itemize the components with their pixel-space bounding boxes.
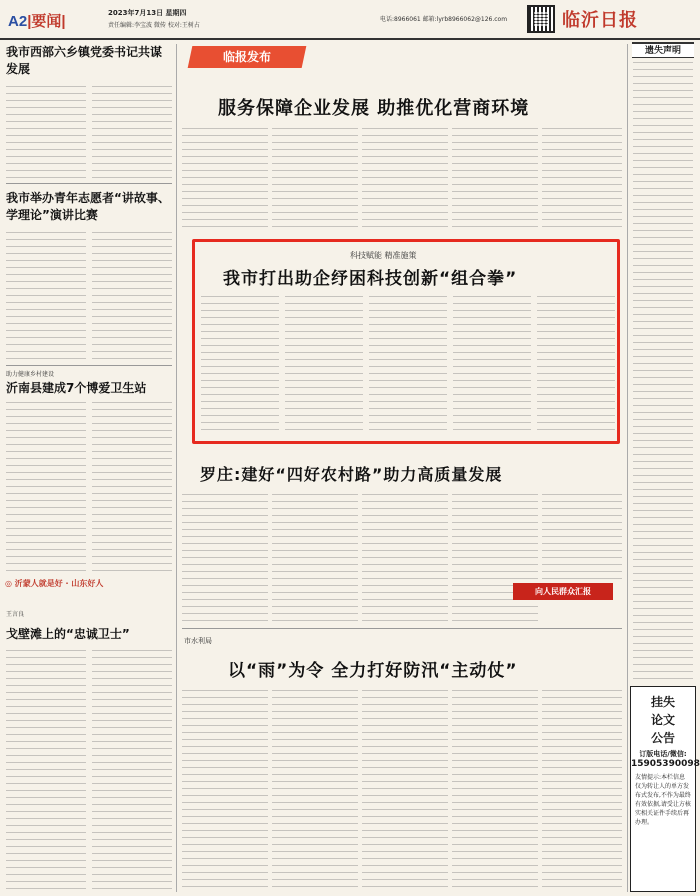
body-text xyxy=(537,296,615,436)
page-header xyxy=(0,0,700,40)
divider xyxy=(6,183,172,184)
ad-description: 友情提示:本栏信息仅为转让人的单方发布式发布,不作为最终有效依据,请受让方核实相关证件手续后再办理。 xyxy=(635,774,691,826)
body-text xyxy=(542,690,622,890)
lead-headline: 服务保障企业发展 助推优化营商环境 xyxy=(218,98,530,119)
body-text xyxy=(542,128,622,232)
column-divider xyxy=(627,44,628,892)
flood-headline: 以“雨”为令 全力打好防汛“主动仗” xyxy=(228,661,518,681)
newspaper-logo: 临沂日报 xyxy=(562,10,638,31)
column-logo: ◎ 沂蒙人就是好 · 山东好人 xyxy=(5,579,104,588)
article-a3 xyxy=(6,369,172,397)
divider xyxy=(6,365,172,366)
body-text xyxy=(285,296,363,436)
section-banner: 临报发布 xyxy=(188,46,307,68)
body-text xyxy=(452,690,538,890)
flood-kicker: 市水利局 xyxy=(184,637,212,645)
luozhuang-headline: 罗庄:建好“四好农村路”助力高质量发展 xyxy=(200,465,503,484)
headline-a3: 沂南县建成7个博爱卫生站 xyxy=(6,381,147,395)
report-banner: 向人民群众汇报 xyxy=(513,583,613,600)
body-text xyxy=(452,128,538,232)
headline-a2: 我市举办青年志愿者“讲故事、学理论”演讲比赛 xyxy=(6,191,170,222)
body-text xyxy=(6,650,86,890)
body-text xyxy=(542,494,622,580)
body-text xyxy=(452,494,538,622)
body-text xyxy=(6,86,86,178)
lost-notice-title: 遗失声明 xyxy=(632,42,694,58)
headline-a4: 戈壁滩上的“忠诚卫士” xyxy=(6,627,130,641)
body-text xyxy=(201,296,279,436)
body-text xyxy=(182,494,268,622)
body-text xyxy=(92,650,172,890)
headline-a1: 我市西部六乡镇党委书记共谋发展 xyxy=(6,45,163,76)
author-byline: 王言良 xyxy=(6,611,25,618)
body-text xyxy=(182,690,268,890)
body-text xyxy=(182,128,268,232)
contact-info: 电话:8966061 邮箱:lyrb8966062@126.com xyxy=(380,16,508,23)
body-text xyxy=(272,128,358,232)
body-text xyxy=(6,402,86,572)
body-text xyxy=(92,232,172,360)
ad-phone-label: 订版电话/微信: xyxy=(639,750,687,758)
kicker-a3: 助力健康乡村建设 xyxy=(6,371,55,378)
body-text xyxy=(453,296,531,436)
editor-credits: 责任编辑:李宝波 微传 校对:王树占 xyxy=(108,22,200,29)
body-text xyxy=(92,86,172,178)
featured-headline: 我市打出助企纾困科技创新“组合拳” xyxy=(223,269,518,289)
body-text xyxy=(6,232,86,360)
divider xyxy=(182,628,622,629)
body-text xyxy=(272,494,358,622)
article-a2 xyxy=(6,190,172,224)
body-text xyxy=(92,402,172,572)
notice-list xyxy=(633,62,693,680)
body-text xyxy=(362,690,448,890)
featured-article-highlight[interactable] xyxy=(192,239,620,444)
ad-box xyxy=(630,686,700,892)
issue-date: 2023年7月13日 星期四 xyxy=(108,9,187,17)
column-divider xyxy=(176,44,177,892)
ad-title: 挂失 xyxy=(650,695,675,709)
ad-subtitle: 论文 xyxy=(650,713,675,727)
body-text xyxy=(369,296,447,436)
qr-code-icon xyxy=(527,5,555,33)
body-text xyxy=(362,128,448,232)
featured-kicker: 科技赋能 精准施策 xyxy=(350,251,417,260)
ad-line3: 公告 xyxy=(650,731,675,745)
section-name: |要闻| xyxy=(27,13,66,30)
ad-phone: 15905390098 xyxy=(631,759,700,769)
page-number: A2|要闻| xyxy=(8,13,66,30)
article-a1 xyxy=(6,44,172,78)
body-text xyxy=(272,690,358,890)
body-text xyxy=(362,494,448,622)
